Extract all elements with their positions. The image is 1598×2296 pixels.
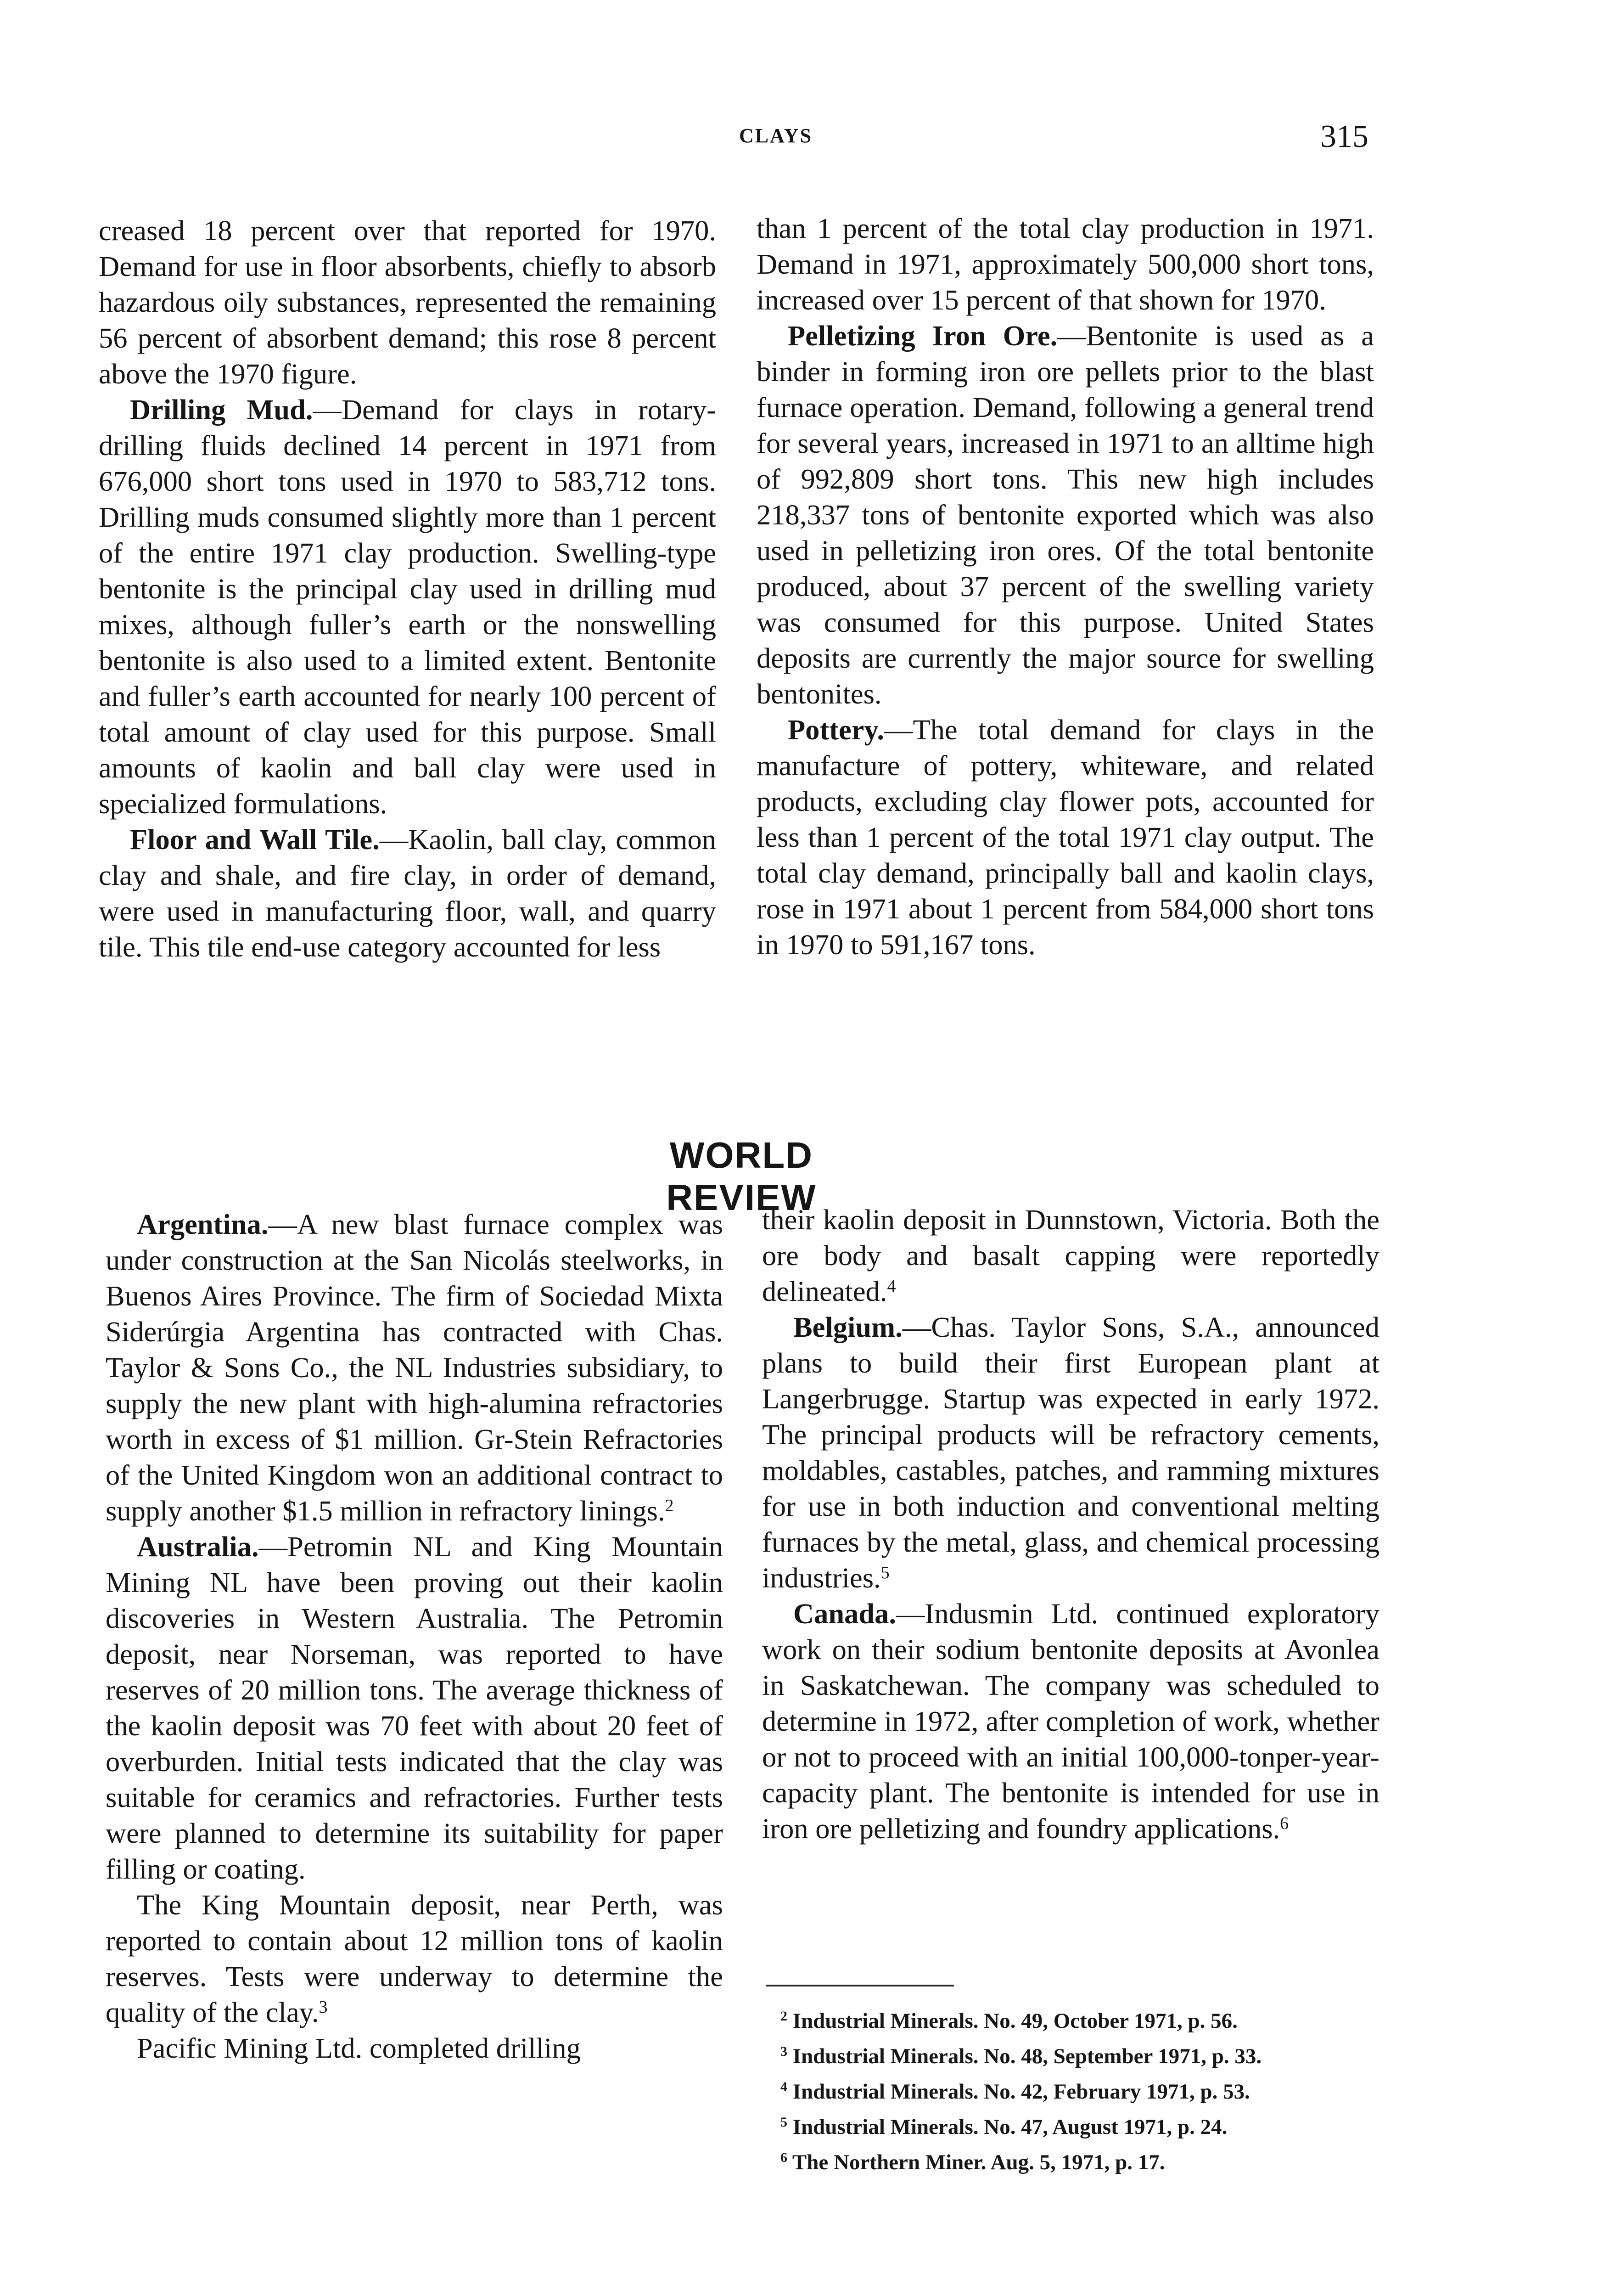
footnote-number: 3 [780, 2044, 787, 2059]
paragraph-belgium [762, 1309, 1379, 1596]
pottery-heading: Pottery. [788, 714, 884, 746]
footnote-number: 4 [780, 2079, 787, 2094]
footnote-number: 6 [780, 2150, 787, 2165]
footnote-text: Industrial Minerals. No. 49, October 1971, p. 56. [792, 2009, 1238, 2033]
paragraph-absorbents: creased 18 percent over that reported for 1970. Demand for use in floor absorbents, chiefly to absorb hazardous oily substances, represented the remaining 56 percent of absorbent demand; this rose 8 percent above the 1970 figure. [99, 214, 716, 390]
paragraph-canada [762, 1596, 1379, 1846]
king-mountain-text: The King Mountain deposit, near Perth, was reported to contain about 12 million tons of kaolin reserves. Tests were underway to determine the quality of the clay. [106, 1889, 723, 2028]
running-head: CLAYS [739, 124, 813, 147]
drilling-mud-text: —Demand for clays in rotary-drilling fluids declined 14 percent in 1971 from 676,000 short tons used in 1970 to 583,712 tons. Drilling muds consumed slightly more than 1 percent of the entire 1971 clay production. Swelling-type bentonite is the principal clay used in drilling mud mixes, although fuller’s earth or the nonswelling bentonite is also used to a limited extent. Bentonite and fuller’s earth accounted for nearly 100 percent of total amount of clay used for this purpose. Small amounts of kaolin and ball clay were used in specialized formulations. [99, 394, 716, 820]
column-top-left [99, 213, 716, 965]
footnote-text: Industrial Minerals. No. 48, September 1971, p. 33. [792, 2044, 1262, 2068]
footnote-text: Industrial Minerals. No. 42, February 1971, p. 53. [792, 2080, 1250, 2104]
canada-heading: Canada. [793, 1598, 897, 1630]
belgium-heading: Belgium. [793, 1311, 903, 1343]
pelletizing-heading: Pelletizing Iron Ore. [788, 320, 1058, 352]
footnote [762, 2008, 1379, 2035]
belgium-text: —Chas. Taylor Sons, S.A., announced plans to build their first European plant at Langerbrugge. Startup was expected in early 1972. The principal products will be refractory cements, moldables, castables, patches, and ramming mixtures for use in both induction and conventional melting furnaces by the metal, glass, and chemical processing industries. [762, 1311, 1379, 1594]
australia-heading: Australia. [137, 1531, 259, 1563]
footnote-number: 2 [780, 2009, 787, 2024]
footnote-ref: 4 [887, 1277, 896, 1296]
footnote [762, 2149, 1379, 2176]
column-bottom-left [106, 1206, 723, 2066]
footnote-ref: 6 [1280, 1814, 1289, 1833]
footnote-text: The Northern Miner. Aug. 5, 1971, p. 17. [792, 2150, 1165, 2174]
dunnstown-text: their kaolin deposit in Dunnstown, Victoria. Both the ore body and basalt capping were reportedly delineated. [762, 1204, 1379, 1307]
column-top-right [757, 210, 1374, 962]
paragraph-pottery [757, 712, 1374, 962]
floor-wall-tile-text: —Kaolin, ball clay, common clay and shale, and fire clay, in order of demand, were used in manufacturing floor, wall, and quarry tile. This tile end-use category accounted for less [99, 823, 716, 963]
paragraph-tile-continued: than 1 percent of the total clay production in 1971. Demand in 1971, approximately 500,000 short tons, increased over 15 percent of that shown for 1970. [757, 212, 1374, 316]
section-title: WORLD REVIEW [666, 1135, 817, 1218]
canada-text: —Indusmin Ltd. continued exploratory work on their sodium bentonite deposits at Avonlea in Saskatchewan. The company was scheduled to determine in 1972, after completion of work, whether or not to proceed with an initial 100,000-tonper-year-capacity plant. The bentonite is intended for use in iron ore pelletizing and foundry applications. [762, 1598, 1379, 1845]
footnote-text: Industrial Minerals. No. 47, August 1971, p. 24. [792, 2115, 1228, 2139]
footnotes [762, 2008, 1379, 2184]
page-number: 315 [1320, 119, 1368, 154]
footnote-ref: 2 [665, 1496, 674, 1515]
paragraph-drilling-mud [99, 392, 716, 822]
footnote [762, 2043, 1379, 2070]
paragraph-dunnstown [762, 1202, 1379, 1309]
paragraph-pelletizing [757, 318, 1374, 712]
paragraph-argentina [106, 1206, 723, 1529]
footnote-number: 5 [780, 2115, 787, 2130]
floor-wall-tile-heading: Floor and Wall Tile. [130, 823, 380, 855]
australia-text: —Petromin NL and King Mountain Mining NL have been proving out their kaolin discoveries in Western Australia. The Petromin deposit, near Norseman, was reported to have reserves of 20 million tons. The average thickness of the kaolin deposit was 70 feet with about 20 feet of overburden. Initial tests indicated that the clay was suitable for ceramics and refractories. Further tests were planned to determine its suitability for paper filling or coating. [106, 1531, 723, 1885]
drilling-mud-heading: Drilling Mud. [130, 394, 313, 426]
paragraph-king-mountain [106, 1887, 723, 2030]
pottery-text: —The total demand for clays in the manufacture of pottery, whiteware, and related products, excluding clay flower pots, accounted for less than 1 percent of the total 1971 clay output. The total clay demand, principally ball and kaolin clays, rose in 1971 about 1 percent from 584,000 short tons in 1970 to 591,167 tons. [757, 714, 1374, 961]
paragraph-pacific-mining: Pacific Mining Ltd. completed drilling [137, 2032, 581, 2064]
pelletizing-text: —Bentonite is used as a binder in forming iron ore pellets prior to the blast furnace operation. Demand, following a general trend for several years, increased in 1971 to an alltime high of 992,809 short tons. This new high includes 218,337 tons of bentonite exported which was also used in pelletizing iron ores. Of the total bentonite produced, about 37 percent of the swelling variety was consumed for this purpose. United States deposits are currently the major source for swelling bentonites. [757, 320, 1374, 710]
footnote-ref: 3 [319, 1998, 328, 2017]
footnote-ref: 5 [880, 1563, 890, 1582]
paragraph-australia [106, 1529, 723, 1887]
footnote-divider [766, 1985, 954, 1986]
column-bottom-right [762, 1202, 1379, 1846]
argentina-text: —A new blast furnace complex was under construction at the San Nicolás steelworks, in Buenos Aires Province. The firm of Sociedad Mixta Siderúrgia Argentina has contracted with Chas. Taylor & Sons Co., the NL Industries subsidiary, to supply the new plant with high-alumina refractories worth in excess of $1 million. Gr-Stein Refractories of the United Kingdom won an additional contract to supply another $1.5 million in refractory linings. [106, 1208, 723, 1527]
footnote [762, 2078, 1379, 2105]
argentina-heading: Argentina. [137, 1208, 269, 1240]
paragraph-floor-wall-tile [99, 822, 716, 965]
footnote [762, 2114, 1379, 2141]
